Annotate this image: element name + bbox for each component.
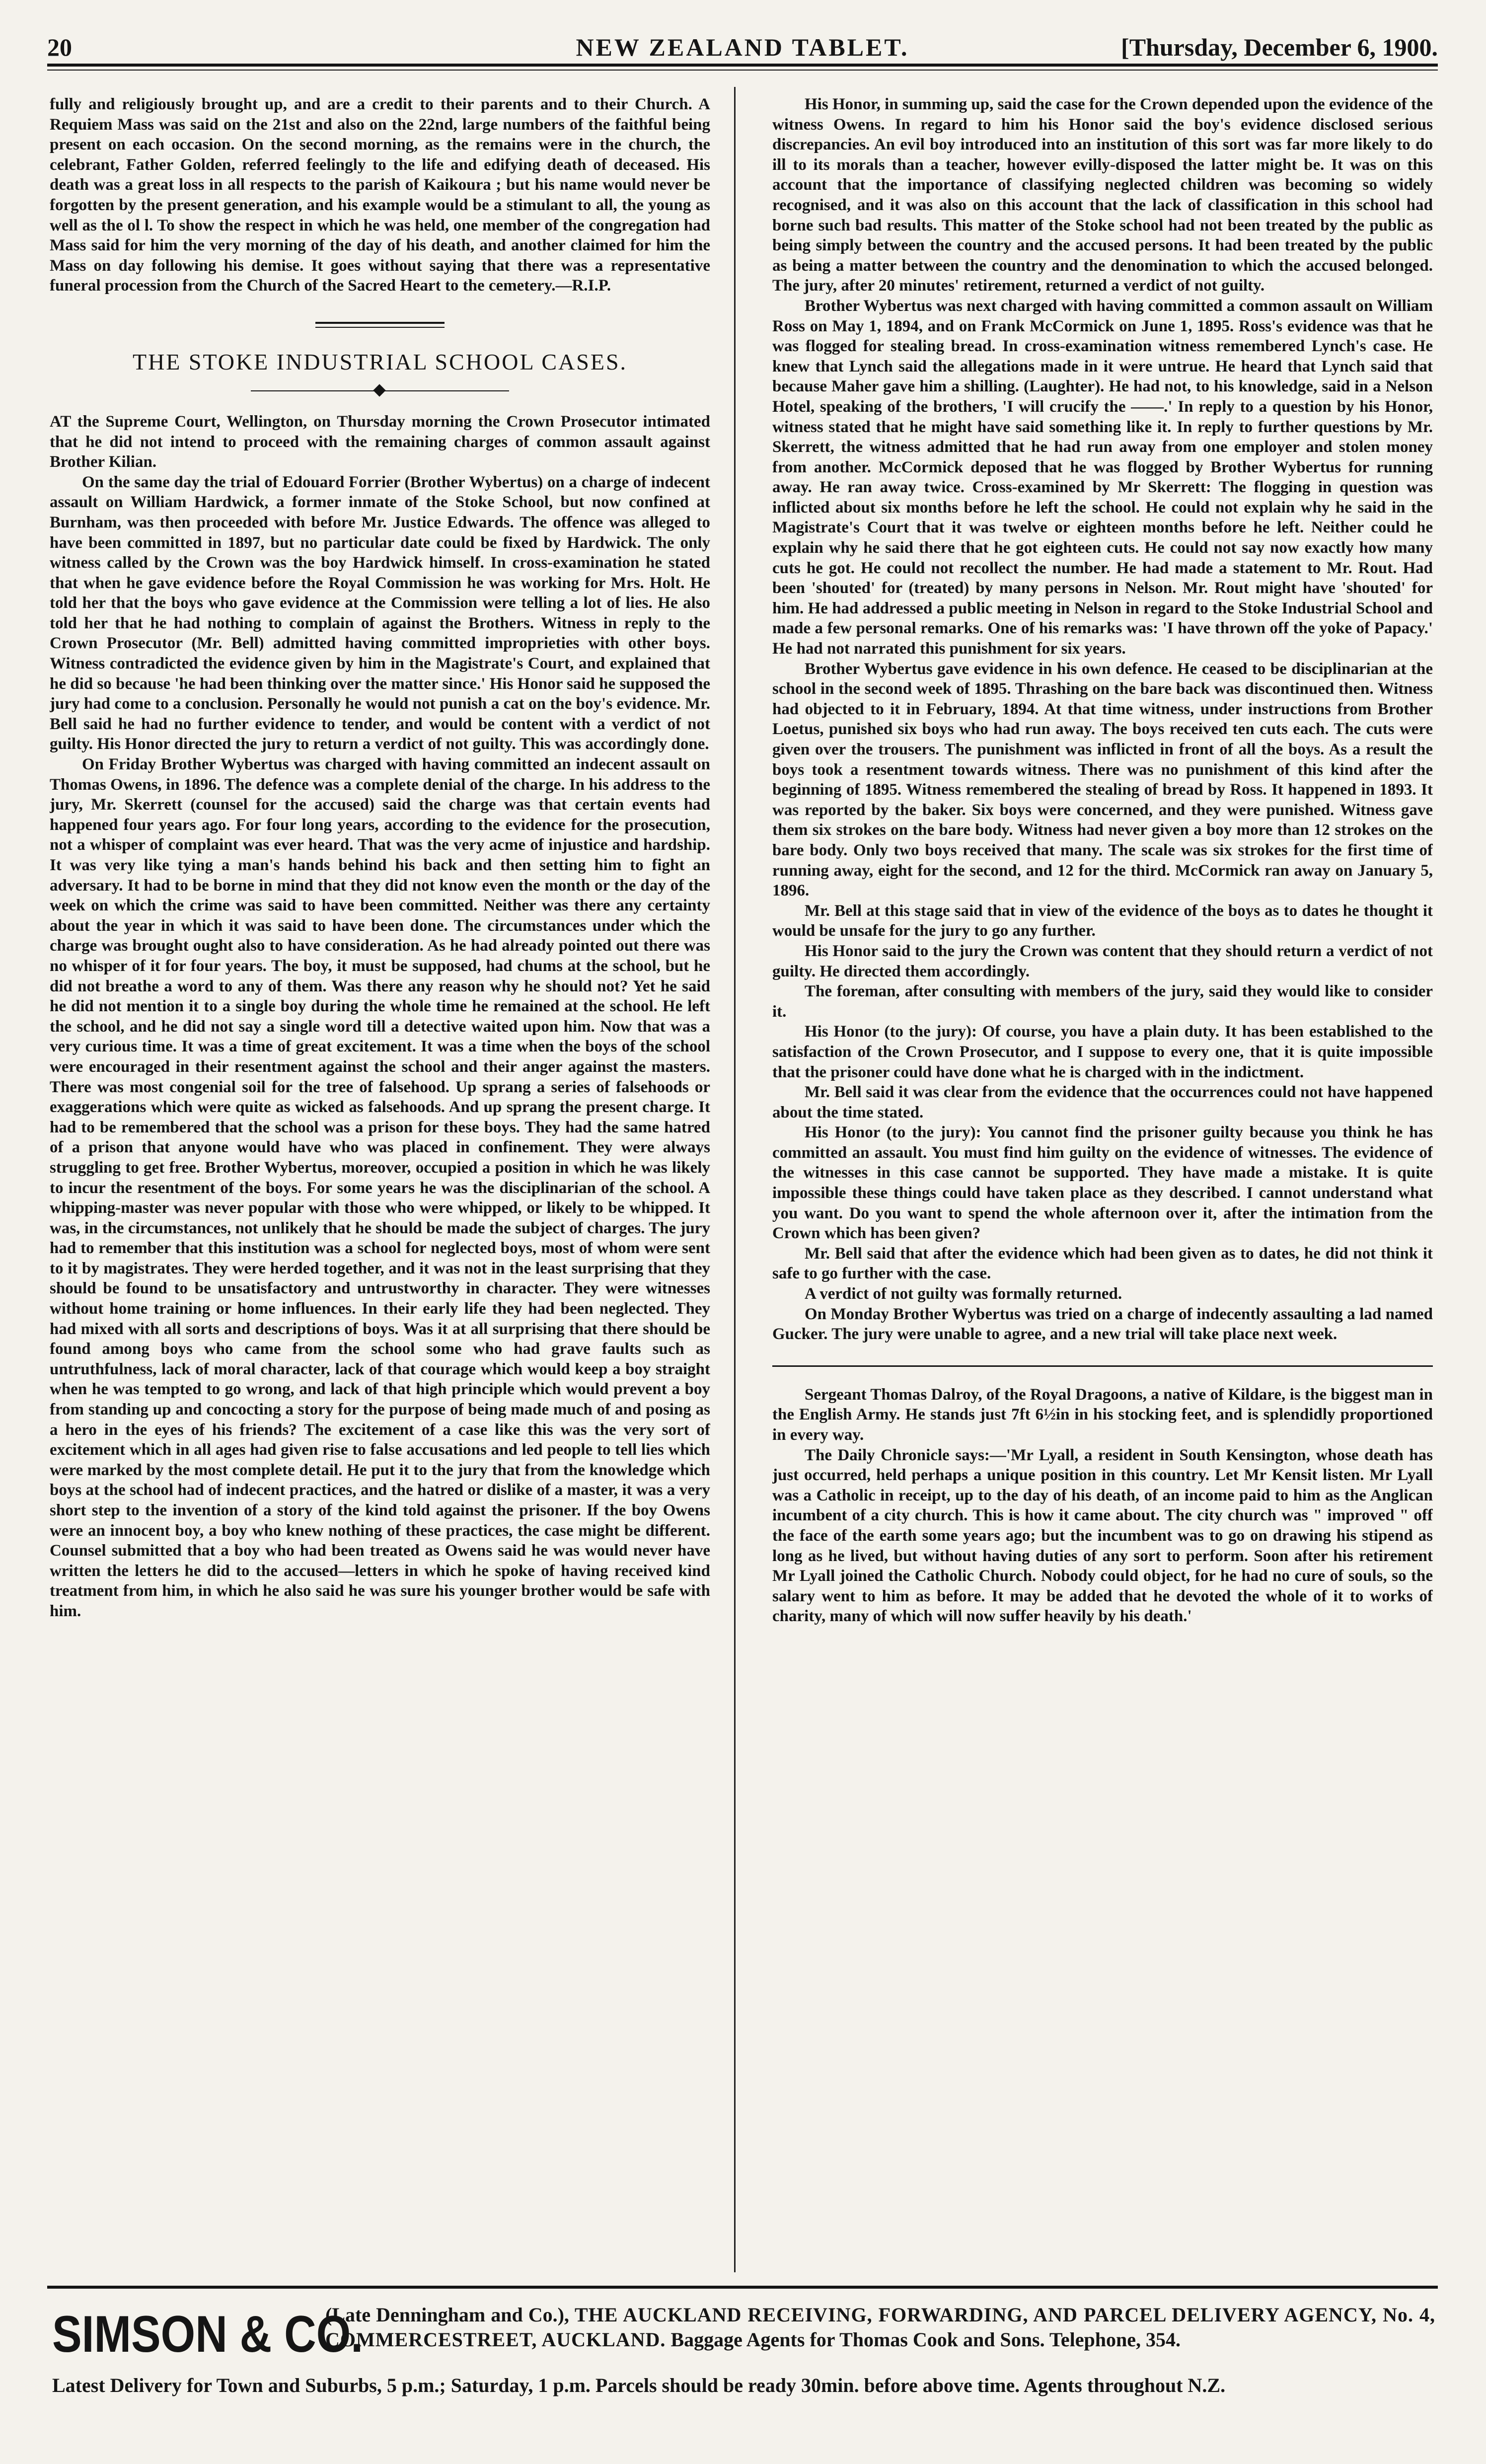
article-paragraph: His Honor, in summing up, said the case for the Crown depended upon the evidence of the witness Owens. In regard to him his Honor said the boy's evidence disclosed serious discrepancies. An evil boy introduced into an institution of this sort was far more likely to do ill to its morals than a teacher, however evilly-disposed the latter might be. It was on this account that the importance of classifying neglected children was becoming so widely recognised, and it was also on this account that the lack of classification in this school had borne such bad results. This matter of the Stoke school had not been treated by the public as being simply between the country and the accused persons. It had been treated by the public as being a matter between the country and the denomination to which the accused belonged. The jury, after 20 minutes' retirement, returned a verdict of not guilty. xyxy=(772,95,1433,295)
column-rule xyxy=(734,87,736,2272)
article-paragraph: His Honor said to the jury the Crown was content that they should return a verdict of not guilty. He directed them accordingly. xyxy=(772,942,1433,980)
advert-prefix: (Late Denningham and Co.), xyxy=(325,2304,569,2326)
news-item-paragraph: Sergeant Thomas Dalroy, of the Royal Dragoons, a native of Kildare, is the biggest man in the English Army. He stands just 7ft 6½in in his stocking feet, and is splendidly proportioned in every way. xyxy=(772,1385,1433,1444)
right-column xyxy=(772,94,1433,2260)
article-paragraph: Brother Wybertus gave evidence in his own defence. He ceased to be disciplinarian at the school in the second week of 1895. Thrashing on the bare back was discontinued then. Witness had objected to it in February, 1894. At that time witness, under instructions from Brother Loetus, punished six boys who had run away. The boys received ten cuts each. The cuts were given over the trousers. The punishment was inflicted in front of all the boys. As a result the boys took a resentment towards witness. There was no punishment of this kind after the beginning of 1895. Witness remembered the stealing of bread by Ross. It happened in 1893. It was reported by the baker. Six boys were concerned, and they were punished. Witness gave them six strokes on the bare body. Witness had never given a boy more than 12 strokes on the bare body. Only two boys received that many. The scale was six strokes for the first time of running away, eight for the second, and 12 for the third. McCormick ran away on January 5, 1896. xyxy=(772,660,1433,900)
advert-caps-text: THE AUCKLAND RECEIVING, FORWARDING, AND PARCEL DELIVERY AGENCY, No. 4, COMMERCESTREET, AUCKLAND. xyxy=(325,2304,1435,2351)
advert-brand: SIMSON & CO. xyxy=(52,2306,364,2363)
advert-suffix: Baggage Agents for Thomas Cook and Sons. Telephone, 354. xyxy=(670,2328,1181,2351)
article-paragraph: The foreman, after consulting with members of the jury, said they would like to consider it. xyxy=(772,982,1433,1021)
masthead-rule xyxy=(47,64,1438,67)
article-paragraph: AT the Supreme Court, Wellington, on Thursday morning the Crown Prosecutor intimated that he did not intend to proceed with the remaining charges of common assault against Brother Kilian. xyxy=(50,412,710,471)
article-paragraph: His Honor (to the jury): You cannot find the prisoner guilty because you think he has committed an assault. You must find him guilty on the evidence of witnesses. The evidence of the witnesses in this case cannot be supported. They have made a mistake. It is quite impossible these things could have taken place as they described. I cannot understand what you want. Do you want to spend the whole afternoon over it, after the intimation from the Crown which has been given? xyxy=(772,1123,1433,1243)
article-paragraph: Mr. Bell at this stage said that in view of the evidence of the boys as to dates he thought it would be unsafe for the jury to go any further. xyxy=(772,901,1433,940)
article-paragraph: A verdict of not guilty was formally returned. xyxy=(805,1285,1122,1303)
article-paragraph: On the same day the trial of Edouard Forrier (Brother Wybertus) on a charge of indecent assault on William Hardwick, a former inmate of the Stoke School, but now confined at Burnham, was then proceeded with before Mr. Justice Edwards. The offence was alleged to have been committed in 1897, but no particular date could be fixed by Hardwick. The only witness called by the Crown was the boy Hardwick himself. In cross-examination he stated that when he gave evidence before the Royal Commission he was working for Mrs. Holt. He told her that the boys who gave evidence at the Commission were telling a lot of lies. He also told her that he had nothing to complain of against the Brothers. Witness in reply to the Crown Prosecutor (Mr. Bell) admitted having committed improprieties with other boys. Witness contradicted the evidence given by him in the Magistrate's Court, and explained that he did so because 'he had been thinking over the matter since.' His Honor said he supposed the jury had come to a conclusion. Personally he would not punish a cat on the boy's evidence. Mr. Bell said he had no further evidence to tender, and would be content with a verdict of not guilty. His Honor directed the jury to return a verdict of not guilty. This was accordingly done. xyxy=(50,473,710,753)
article-paragraph: Mr. Bell said it was clear from the evidence that the occurrences could not have happened about the time stated. xyxy=(772,1083,1433,1121)
article-paragraph: His Honor (to the jury): Of course, you have a plain duty. It has been established to the satisfaction of the Crown Prosecutor, and I suppose to every one, that it is quite impossible that the prisoner could have done what he is charged with in the indictment. xyxy=(772,1023,1433,1081)
heading-rule-thin xyxy=(315,327,445,328)
news-item-paragraph: The Daily Chronicle says:—'Mr Lyall, a resident in South Kensington, whose death has just occurred, held perhaps a unique position in this country. Let Mr Kensit listen. Mr Lyall was a Catholic in receipt, up to the day of his death, of an income paid to him as the Anglican incumbent of a city church. This is how it came about. The city church was " improved " off the face of the earth some years ago; but the incumbent was to go on drawing his stipend as long as he lived, but without having duties of any sort to perform. Soon after his retirement Mr Lyall joined the Catholic Church. Nobody could object, for he had no cure of souls, so the salary went to him as before. It may be added that he devoted the whole of it to works of charity, many of which will now suffer heavily by his death.' xyxy=(772,1446,1433,1626)
article-paragraph: On Monday Brother Wybertus was tried on a charge of indecently assaulting a lad named Gucker. The jury were unable to agree, and a new trial will take place next week. xyxy=(772,1305,1433,1344)
article-heading xyxy=(50,322,710,397)
heading-rule-thick xyxy=(315,322,445,324)
obituary-continuation: fully and religiously brought up, and are a credit to their parents and to their Church. A Requiem Mass was said on the 21st and also on the 22nd, large numbers of the faithful being present on each occasion. On the second morning, as the remains were in the church, the celebrant, Father Golden, referred feelingly to the life and edifying death of deceased. His death was a great loss in all respects to the parish of Kaikoura ; but his name would never be forgotten by the present generation, and his example would be a stimulant to all, the young as well as the ol l. To show the respect in which he was held, one member of the congregation had Mass said for him the very morning of the day of his death, and another claimed for him the Mass on day following his demise. It goes without saying that there was a representative funeral procession from the Church of the Sacred Heart to the cemetery.—R.I.P. xyxy=(50,95,710,295)
advert-blurb xyxy=(325,2303,1435,2352)
article-paragraph: On Friday Brother Wybertus was charged with having committed an indecent assault on Thomas Owens, in 1896. The defence was a complete denial of the charge. In his address to the jury, Mr. Skerrett (counsel for the accused) said the charge was that certain events had happened four years ago. For four long years, according to the evidence for the prosecution, not a whisper of complaint was ever heard. That was the very acme of injustice and hardship. It was very like tying a man's hands behind his back and then setting him to fight an adversary. It had to be borne in mind that they did not know even the month or the day of the week on which the crime was said to have been committed. Neither was there any certainty about the year in which it was said to have been done. The circumstances under which the charge was brought ought also to have consideration. As he had already pointed out there was no whisper of it for four years. The boy, it must be supposed, had chums at the school, but he did not breathe a word to any of them. Was there any reason why he should not? Yet he said he did not mention it to a single boy during the whole time he remained at the school. He left the school, and he did not say a single word till a detective waited upon him. Now that was a very curious time. It was a time of great excitement. It was a time when the boys of the school were encouraged in their resentment against the school and their anger against the masters. There was most congenial soil for the tree of falsehood. Up sprang a series of falsehoods or exaggerations which were quite as wicked as falsehoods. And up sprang the present charge. It had to be remembered that the school was a prison for these boys. They had the same hatred of a prison that anyone would have who was placed in confinement. They were always struggling to get free. Brother Wybertus, moreover, occupied a position in which he was likely to incur the resentment of the boys. For some years he was the disciplinarian of the school. A whipping-master was never popular with those who were whipped, or likely to be whipped. It was, in the circumstances, not unlikely that he should be made the subject of charges. The jury had to remember that this institution was a school for neglected boys, most of whom were sent to it by magistrates. They were herded together, and it was not in the least surprising that they should be found to be unsatisfactory and untrustworthy in character. They were witnesses without home training or home influences. In their early life they had been neglected. They had mixed with all sorts and descriptions of boys. Was it at all surprising that there should be found among boys who came from the school some who had grave faults such as untruthfulness, lack of moral character, lack of that courage which would keep a boy straight when he was tempted to go wrong, and lack of that high principle which would prevent a boy from standing up and concocting a story for the purpose of being made much of and posing as a hero in the eyes of his friends? The excitement of a case like this was the very sort of excitement which in all ages had given rise to false accusations and led people to tell lies which were marked by the most complete detail. He put it to the jury that from the knowledge which boys at the school had of indecent practices, and the hatred or dislike of a master, it was a very short step to the invention of a story of the kind told against the prisoner. If the boy Owens were an innocent boy, a boy who knew nothing of these practices, the case might be different. Counsel submitted that a boy who had been treated as Owens said he was would never have written the letters he did to the accused—letters in which he spoke of having received kind treatment from him, in which he also said he was sure his younger brother would be safe with him. xyxy=(50,755,710,1620)
article-paragraph: Brother Wybertus was next charged with having committed a common assault on William Ross on May 1, 1894, and on Frank McCormick on June 1, 1895. Ross's evidence was that he was flogged for stealing bread. In cross-examination witness remembered Lynch's case. He knew that Lynch said the allegations made in it were untrue. He heard that Lynch said that because Maher gave him a shilling. (Laughter). He had not, to his knowledge, said in a Nelson Hotel, speaking of the brothers, 'I will crucify the ——.' In reply to a question by his Honor, witness stated that he might have said something like it. In reply to further questions by Mr. Skerrett, the witness admitted that he had run away from one employer and stolen money from another. McCormick deposed that he was flogged by Brother Wybertus for running away. He ran away twice. Cross-examined by Mr Skerrett: The flogging in question was inflicted about six months before he left the school. He could not explain why he said in the Magistrate's Court that it was twelve or eighteen months before he left. Neither could he explain why he said there that he got eighteen cuts. He could not say now exactly how many cuts he got. He could not recollect the number. He had made a statement to Mr. Rout. Had been 'shouted' for (treated) by many persons in Nelson. Mr. Rout might have 'shouted' for him. He had addressed a public meeting in Nelson in regard to the Stoke Industrial School and made a few personal remarks. One of his remarks was: 'I have thrown off the yoke of Papacy.' He had not narrated this punishment for six years. xyxy=(772,297,1433,658)
publication-title: NEW ZEALAND TABLET. xyxy=(576,33,909,61)
section-separator xyxy=(772,1365,1433,1367)
advertisement xyxy=(47,2300,1438,2449)
masthead-rule-thin xyxy=(47,70,1438,71)
article-title: THE STOKE INDUSTRIAL SCHOOL CASES. xyxy=(132,349,628,374)
masthead xyxy=(47,24,1438,69)
diamond-divider xyxy=(251,385,509,397)
article-paragraph: Mr. Bell said that after the evidence which had been given as to dates, he did not think it safe to go further with the case. xyxy=(772,1244,1433,1283)
issue-date: [Thursday, December 6, 1900. xyxy=(1121,33,1438,61)
advert-delivery-line: Latest Delivery for Town and Suburbs, 5 p.m.; Saturday, 1 p.m. Parcels should be ready 30min. before above time. Agents throughout N.Z. xyxy=(52,2374,1226,2396)
left-column xyxy=(50,94,710,2260)
diamond-ornament xyxy=(373,384,385,396)
advert-rule xyxy=(47,2286,1438,2289)
page-number: 20 xyxy=(47,33,72,61)
